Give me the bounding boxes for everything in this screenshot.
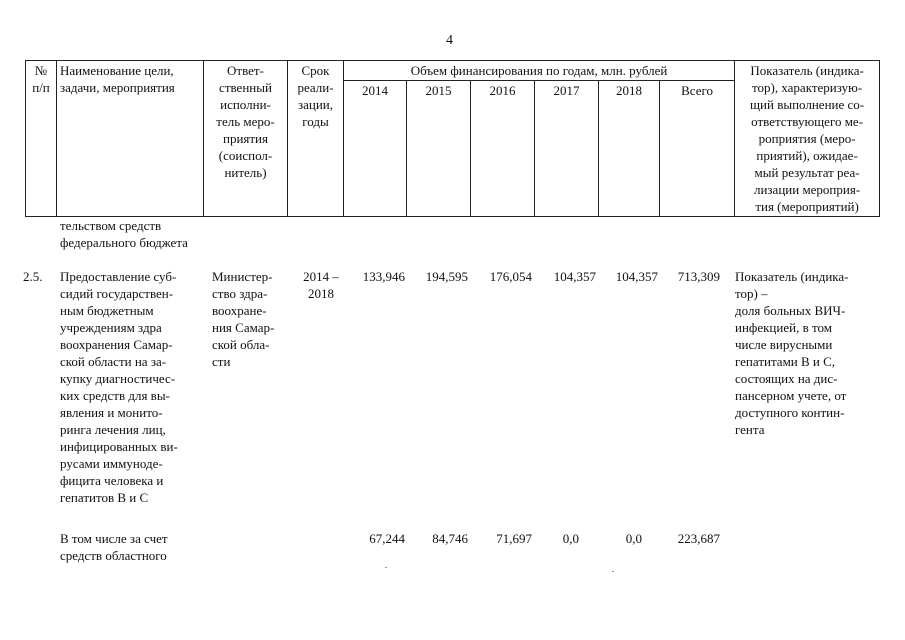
term-line: 2018 — [308, 286, 334, 301]
value-total: 713,309 — [677, 269, 720, 284]
header-number: № п/п — [26, 61, 57, 217]
row-name — [60, 268, 206, 506]
row-term — [294, 268, 348, 302]
executor-line: ской обла- — [212, 337, 270, 352]
name-line: явления и монито- — [60, 405, 163, 420]
continuation-line: тельством средств — [60, 218, 162, 233]
page-number: 4 — [446, 33, 453, 48]
row-indicator — [735, 268, 875, 438]
value-2017: 104,357 — [553, 269, 596, 284]
scan-speck — [612, 571, 614, 572]
executor-line: Министер- — [212, 269, 273, 284]
term-line: 2014 – — [303, 269, 339, 284]
regional-value-total: 223,687 — [677, 531, 720, 546]
name-line: ным бюджетным — [60, 303, 154, 318]
indicator-line: гента — [735, 422, 765, 437]
value-2018: 104,357 — [615, 269, 658, 284]
header-table — [25, 60, 880, 217]
name-line: ких средств для вы- — [60, 388, 170, 403]
indicator-line: доступного контин- — [735, 405, 845, 420]
value-2016: 176,054 — [489, 269, 532, 284]
indicator-line: инфекцией, в том — [735, 320, 832, 335]
executor-line: воохране- — [212, 303, 267, 318]
scan-speck — [385, 567, 387, 568]
name-line: учреждениям здра — [60, 320, 162, 335]
value-2015: 194,595 — [425, 269, 468, 284]
regional-name-line: средств областного — [60, 548, 167, 563]
header-funding: Объем финансирования по годам, млн. рублей — [344, 61, 735, 81]
name-line: воохранения Самар- — [60, 337, 173, 352]
indicator-line: гепатитами В и С, — [735, 354, 836, 369]
name-line: инфицированных ви- — [60, 439, 178, 454]
header-year-2018: 2018 — [599, 81, 660, 217]
indicator-line: состоящих на дис- — [735, 371, 838, 386]
indicator-line: пансерном учете, от — [735, 388, 847, 403]
name-line: гепатитов В и С — [60, 490, 149, 505]
header-year-2017: 2017 — [535, 81, 599, 217]
row-number: 2.5. — [23, 269, 43, 284]
header-executor: Ответ- ственный исполни- тель меро- приятия (соиспол- нитель) — [204, 61, 288, 217]
executor-line: ния Самар- — [212, 320, 275, 335]
regional-value-2017: 0,0 — [562, 531, 579, 546]
header-term: Срок реали- зации, годы — [288, 61, 344, 217]
indicator-line: Показатель (индика- — [735, 269, 849, 284]
name-line: русами иммуноде- — [60, 456, 163, 471]
header-indicator: Показатель (индика- тор), характеризую- щий выполнение со- ответствующего ме- роприятия (меро- приятий), ожидае- мый результат реа- лизации мероприя- тия (мероприятий) — [735, 61, 880, 217]
name-line: фицита человека и — [60, 473, 164, 488]
name-line: Предоставление суб- — [60, 269, 177, 284]
regional-name — [60, 530, 206, 564]
header-name: Наименование цели, задачи, мероприятия — [57, 61, 204, 217]
regional-value-2018: 0,0 — [625, 531, 642, 546]
regional-value-2016: 71,697 — [496, 531, 532, 546]
value-2014: 133,946 — [362, 269, 405, 284]
regional-name-line: В том числе за счет — [60, 531, 168, 546]
executor-line: сти — [212, 354, 231, 369]
name-line: ринга лечения лиц, — [60, 422, 166, 437]
header-total: Всего — [660, 81, 735, 217]
row-executor — [212, 268, 292, 370]
header-year-2016: 2016 — [471, 81, 535, 217]
regional-value-2015: 84,746 — [432, 531, 468, 546]
indicator-line: числе вирусными — [735, 337, 833, 352]
indicator-line: доля больных ВИЧ- — [735, 303, 846, 318]
name-line: купку диагностичес- — [60, 371, 176, 386]
executor-line: ство здра- — [212, 286, 268, 301]
name-line: сидий государствен- — [60, 286, 174, 301]
name-line: ской области на за- — [60, 354, 167, 369]
continuation-text — [60, 217, 208, 251]
header-year-2015: 2015 — [407, 81, 471, 217]
header-year-2014: 2014 — [344, 81, 407, 217]
regional-value-2014: 67,244 — [369, 531, 405, 546]
indicator-line: тор) – — [735, 286, 768, 301]
continuation-line: федерального бюджета — [60, 235, 188, 250]
